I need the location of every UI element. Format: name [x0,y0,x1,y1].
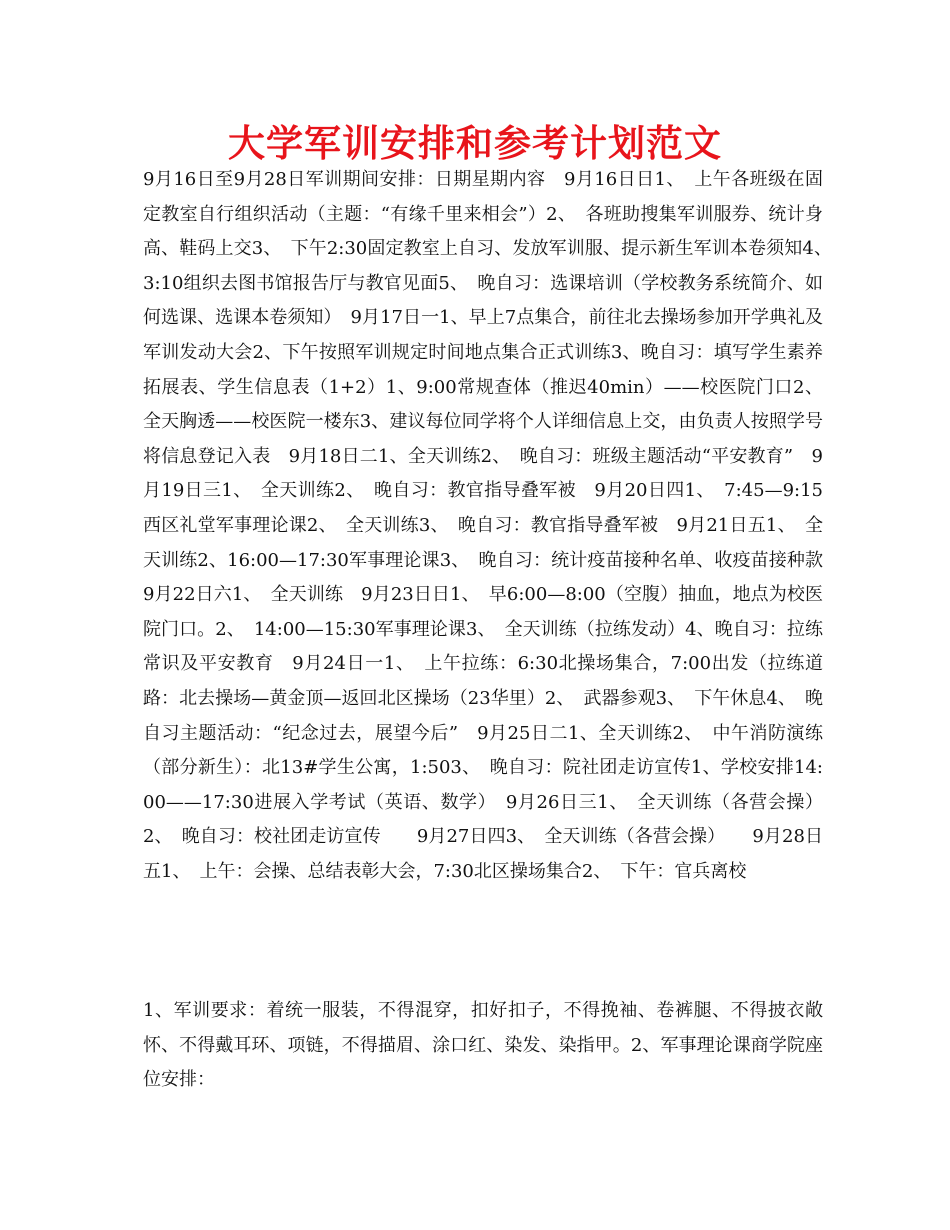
document-title: 大学军训安排和参考计划范文 [228,122,722,165]
requirements-paragraph: 1、军训要求：着统一服装，不得混穿，扣好扣子，不得挽袖、卷裤腿、不得披衣敞怀、不得戴耳环、项链，不得描眉、涂口红、染发、染指甲。2、军事理论课商学院座位安排： [143,1000,823,1091]
schedule-paragraph: 9月16日至9月28日军训期间安排：日期星期内容 9月16日日1、 上午各班级在固定教室自行组织活动（主题：“有缘千里来相会”）2、 各班助搜集军训服券、统计身高、鞋码上交3、 下午2:30固定教室上自习、发放军训服、提示新生军训本卷须知4、 3:10组织去图书馆报告厅与教官见面5、 晚自习：选课培训（学校教务系统简介、如何选课、选课本卷须知） 9月17日一1、早上7点集合，前往北去操场参加开学典礼及军训发动大会2、下午按照军训规定时间地点集合正式训练3、晚自习：填写学生素养拓展表、学生信息表（1+2）1、9:00常规查体（推迟40min）——校医院门口2、全天胸透——校医院一楼东3、建议每位同学将个人详细信息上交，由负责人按照学号将信息登记入表 9月18日二1、全天训练2、 晚自习：班级主题活动“平安教育” 9月19日三1、 全天训练2、 晚自习：教官指导叠军被 9月20日四1、 7:45—9:15西区礼堂军事理论课2、 全天训练3、 晚自习：教官指导叠军被 9月21日五1、 全天训练2、16:00—17:30军事理论课3、 晚自习：统计疫苗接种名单、收疫苗接种款 9月22日六1、 全天训练 9月23日日1、 早6:00—8:00（空腹）抽血，地点为校医院门口。2、 14:00—15:30军事理论课3、 全天训练（拉练发动）4、晚自习：拉练常识及平安教育 9月24日一1、 上午拉练：6:30北操场集合，7:00出发（拉练道路：北去操场—黄金顶—返回北区操场（23华里）2、 武器参观3、 下午休息4、 晚自习主题活动：“纪念过去，展望今后” 9月25日二1、全天训练2、 中午消防演练（部分新生）：北13#学生公寓，1:503、 晚自习：院社团走访宣传1、学校安排14:00——17:30进展入学考试（英语、数学） 9月26日三1、 全天训练（各营会操）2、 晚自习：校社团走访宣传 9月27日四3、 全天训练（各营会操） 9月28日五1、 上午：会操、总结表彰大会，7:30北区操场集合2、 下午：官兵离校 [143,169,841,882]
